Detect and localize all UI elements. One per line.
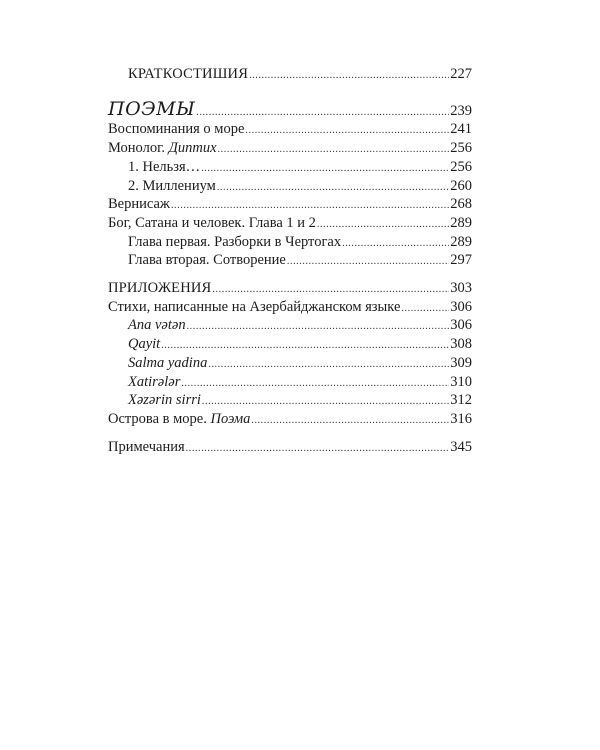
toc-subentry xyxy=(108,178,472,197)
toc-entry-page: 309 xyxy=(450,354,472,371)
dot-leader xyxy=(401,300,449,318)
toc-entry-page: 310 xyxy=(450,373,472,390)
toc-entry-page: 241 xyxy=(450,121,472,138)
table-of-contents xyxy=(108,60,472,457)
toc-entry-page: 303 xyxy=(450,280,472,297)
toc-entry-title: Ana vətən xyxy=(128,317,186,334)
toc-entry xyxy=(108,121,472,140)
dot-leader xyxy=(181,375,449,393)
toc-entry xyxy=(108,215,472,234)
toc-entry-short-poems xyxy=(108,66,472,85)
toc-entry xyxy=(108,196,472,215)
toc-entry-page: 297 xyxy=(450,252,472,269)
toc-entry-title: Вернисаж xyxy=(108,196,170,213)
dot-leader xyxy=(287,253,449,271)
toc-entry-title: Глава вторая. Сотворение xyxy=(128,252,286,269)
dot-leader xyxy=(217,179,449,197)
dot-leader xyxy=(196,104,449,122)
toc-entry-page: 306 xyxy=(450,317,472,334)
toc-entry-notes xyxy=(108,439,472,458)
toc-entry-title: 1. Нельзя… xyxy=(128,158,201,175)
toc-entry-page: 316 xyxy=(450,410,472,427)
toc-entry-title: Xatirələr xyxy=(128,373,181,390)
dot-leader xyxy=(212,281,449,299)
toc-entry-page: 345 xyxy=(450,438,472,455)
toc-entry-subtitle: Диптих xyxy=(168,140,217,157)
toc-entry-title: Глава первая. Разборки в Чертогах xyxy=(128,233,342,250)
toc-entry-title: Qayit xyxy=(128,336,161,353)
toc-entry-title: КРАТКОСТИШИЯ xyxy=(128,66,249,82)
toc-entry-page: 239 xyxy=(450,102,472,119)
toc-entry-title: Xəzərin sirri xyxy=(128,392,201,409)
toc-entry-page: 256 xyxy=(450,158,472,175)
toc-entry-page: 289 xyxy=(450,233,472,250)
toc-section-title: ПРИЛОЖЕНИЯ xyxy=(108,280,212,297)
dot-leader xyxy=(161,337,449,355)
dot-leader xyxy=(317,216,449,234)
toc-subentry xyxy=(108,234,472,253)
toc-entry-title: 2. Миллениум xyxy=(128,177,216,194)
toc-entry-page: 306 xyxy=(450,298,472,315)
dot-leader xyxy=(202,393,449,411)
dot-leader xyxy=(171,197,449,215)
toc-entry-title xyxy=(108,140,217,158)
dot-leader xyxy=(249,67,449,85)
toc-entry-title: Бог, Сатана и человек. Глава 1 и 2 xyxy=(108,214,316,231)
toc-entry xyxy=(108,140,472,159)
toc-subentry xyxy=(108,159,472,178)
toc-subentry xyxy=(108,317,472,336)
toc-subentry xyxy=(108,336,472,355)
toc-entry-subtitle: Поэма xyxy=(210,410,251,427)
toc-subentry xyxy=(108,252,472,271)
toc-section-poems xyxy=(108,97,472,122)
toc-section-title: ПОЭМЫ xyxy=(108,97,196,120)
toc-entry-page: 256 xyxy=(450,140,472,157)
dot-leader xyxy=(245,122,449,140)
toc-entry-page: 227 xyxy=(450,66,472,82)
toc-entry-page: 308 xyxy=(450,336,472,353)
toc-entry-title: Salma yadina xyxy=(128,354,208,371)
toc-entry-page: 260 xyxy=(450,177,472,194)
dot-leader xyxy=(251,412,449,430)
dot-leader xyxy=(187,318,450,336)
dot-leader xyxy=(218,141,450,159)
toc-entry-title: Примечания xyxy=(108,438,185,455)
toc-entry-page: 268 xyxy=(450,196,472,213)
toc-entry-page: 312 xyxy=(450,392,472,409)
dot-leader xyxy=(208,356,449,374)
toc-entry-main: Острова в море. xyxy=(108,410,211,427)
dot-leader xyxy=(201,160,449,178)
toc-entry-title: Стихи, написанные на Азербайджанском языке xyxy=(108,298,401,315)
toc-entry-title xyxy=(108,411,250,429)
toc-entry-page: 289 xyxy=(450,214,472,231)
dot-leader xyxy=(186,440,450,458)
toc-entry-title: Воспоминания о море xyxy=(108,121,245,138)
toc-entry-main: Монолог. xyxy=(108,140,169,157)
toc-section-appendix xyxy=(108,280,472,299)
toc-subentry xyxy=(108,392,472,411)
toc-entry xyxy=(108,299,472,318)
toc-subentry xyxy=(108,374,472,393)
toc-subentry xyxy=(108,355,472,374)
toc-entry xyxy=(108,411,472,430)
dot-leader xyxy=(342,235,449,253)
